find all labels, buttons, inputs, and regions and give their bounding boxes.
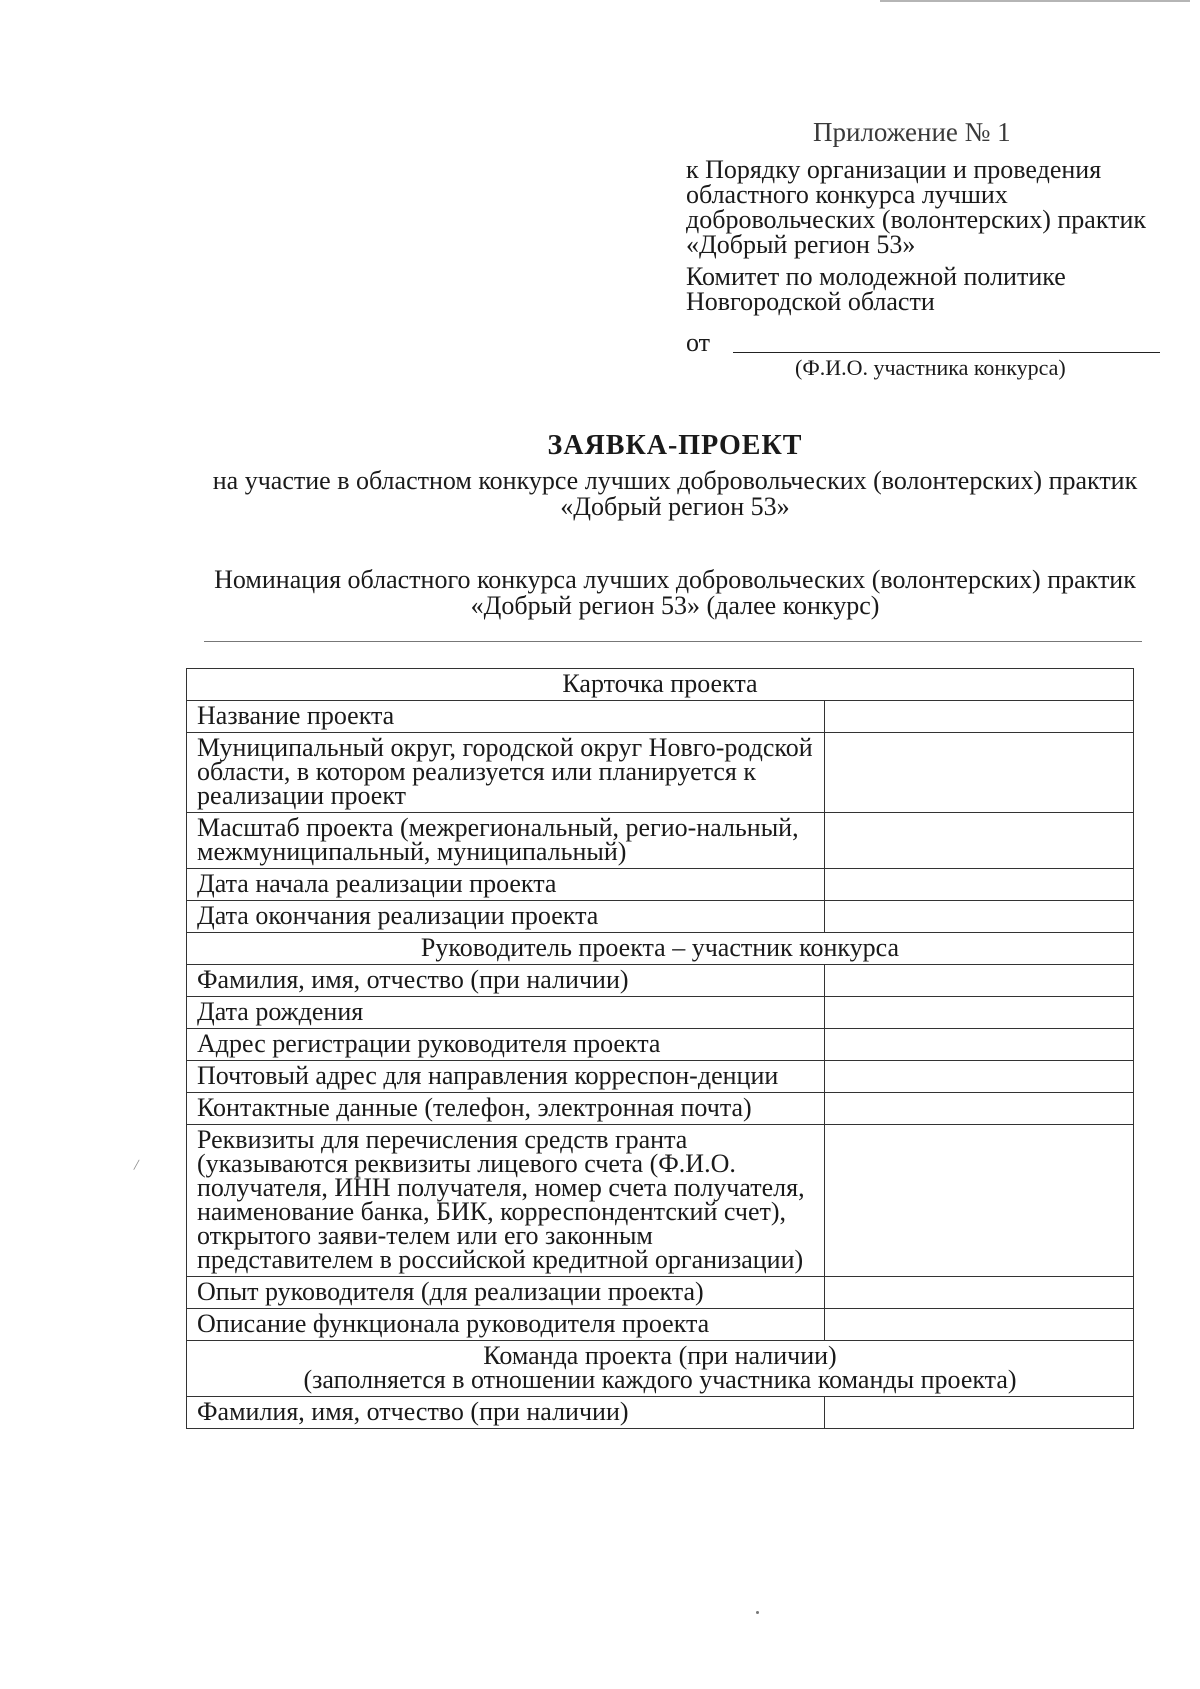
table-row <box>187 1341 1134 1397</box>
row-value-cell[interactable] <box>824 1125 1133 1277</box>
row-value-cell[interactable] <box>824 1061 1133 1093</box>
row-value-cell[interactable] <box>824 1029 1133 1061</box>
scan-mark: / <box>132 1156 140 1175</box>
from-signature-line[interactable] <box>733 352 1160 353</box>
table-row <box>187 933 1134 965</box>
row-label: Реквизиты для перечисления средств гранта (указываются реквизиты лицевого счета (Ф.И.О. получателя, ИНН получателя, номер счета получателя, наименование банка, БИК, корреспондентский счет), открытого заяви-телем или его законным представителем в российской кредитной организации) <box>187 1125 825 1277</box>
addressee-committee: Комитет по молодежной политике Новгородской области <box>686 262 1066 316</box>
table-row <box>187 733 1134 813</box>
section-header-card: Карточка проекта <box>187 669 1134 701</box>
table-row <box>187 701 1134 733</box>
table-row <box>187 997 1134 1029</box>
row-label: Адрес регистрации руководителя проекта <box>187 1029 825 1061</box>
row-value-cell[interactable] <box>824 733 1133 813</box>
table-row <box>187 1061 1134 1093</box>
section-header-team <box>187 1341 1134 1397</box>
section-header-leader: Руководитель проекта – участник конкурса <box>187 933 1134 965</box>
table-row <box>187 869 1134 901</box>
scan-dot <box>756 1611 759 1614</box>
table-row <box>187 1397 1134 1429</box>
row-label: Дата начала реализации проекта <box>187 869 825 901</box>
row-value-cell[interactable] <box>824 813 1133 869</box>
table-row <box>187 1309 1134 1341</box>
row-value-cell[interactable] <box>824 1309 1133 1341</box>
top-edge-line <box>880 0 1190 2</box>
row-value-cell[interactable] <box>824 1397 1133 1429</box>
nomination-heading: Номинация областного конкурса лучших добровольческих (волонтерских) практик «Добрый регион 53» (далее конкурс) <box>214 565 1136 620</box>
table-row <box>187 965 1134 997</box>
section-team-note: (заполняется в отношении каждого участника команды проекта) <box>303 1365 1017 1394</box>
row-value-cell[interactable] <box>824 1093 1133 1125</box>
row-label: Фамилия, имя, отчество (при наличии) <box>187 965 825 997</box>
from-caption: (Ф.И.О. участника конкурса) <box>795 355 1066 380</box>
row-label: Почтовый адрес для направления корреспон-денции <box>187 1061 825 1093</box>
row-label: Дата рождения <box>187 997 825 1029</box>
table-row <box>187 813 1134 869</box>
row-value-cell[interactable] <box>824 965 1133 997</box>
row-value-cell[interactable] <box>824 701 1133 733</box>
row-label: Дата окончания реализации проекта <box>187 901 825 933</box>
row-label: Описание функционала руководителя проекта <box>187 1309 825 1341</box>
row-label: Опыт руководителя (для реализации проекта) <box>187 1277 825 1309</box>
row-label: Масштаб проекта (межрегиональный, регио-нальный, межмуниципальный, муниципальный) <box>187 813 825 869</box>
row-label: Название проекта <box>187 701 825 733</box>
appendix-reference: к Порядку организации и проведения областного конкурса лучших добровольческих (волонтерских) практик «Добрый регион 53» <box>686 155 1147 259</box>
row-value-cell[interactable] <box>824 1277 1133 1309</box>
section-team-title: Команда проекта (при наличии) <box>483 1341 837 1370</box>
row-label: Муниципальный округ, городской округ Новго-родской области, в котором реализуется или планируется к реализации проект <box>187 733 825 813</box>
row-label: Фамилия, имя, отчество (при наличии) <box>187 1397 825 1429</box>
document-title: ЗАЯВКА-ПРОЕКТ <box>547 430 803 461</box>
from-label: от <box>686 328 711 357</box>
table-row <box>187 1029 1134 1061</box>
document-subtitle: на участие в областном конкурсе лучших добровольческих (волонтерских) практик «Добрый регион 53» <box>212 466 1138 521</box>
row-label: Контактные данные (телефон, электронная почта) <box>187 1093 825 1125</box>
table-row <box>187 901 1134 933</box>
row-value-cell[interactable] <box>824 869 1133 901</box>
table-row <box>187 1093 1134 1125</box>
row-value-cell[interactable] <box>824 901 1133 933</box>
appendix-title: Приложение № 1 <box>813 117 1011 147</box>
table-row <box>187 1277 1134 1309</box>
table-row <box>187 669 1134 701</box>
project-card-table <box>186 668 1134 1429</box>
nomination-fill-line[interactable] <box>204 641 1142 642</box>
row-value-cell[interactable] <box>824 997 1133 1029</box>
table-row <box>187 1125 1134 1277</box>
